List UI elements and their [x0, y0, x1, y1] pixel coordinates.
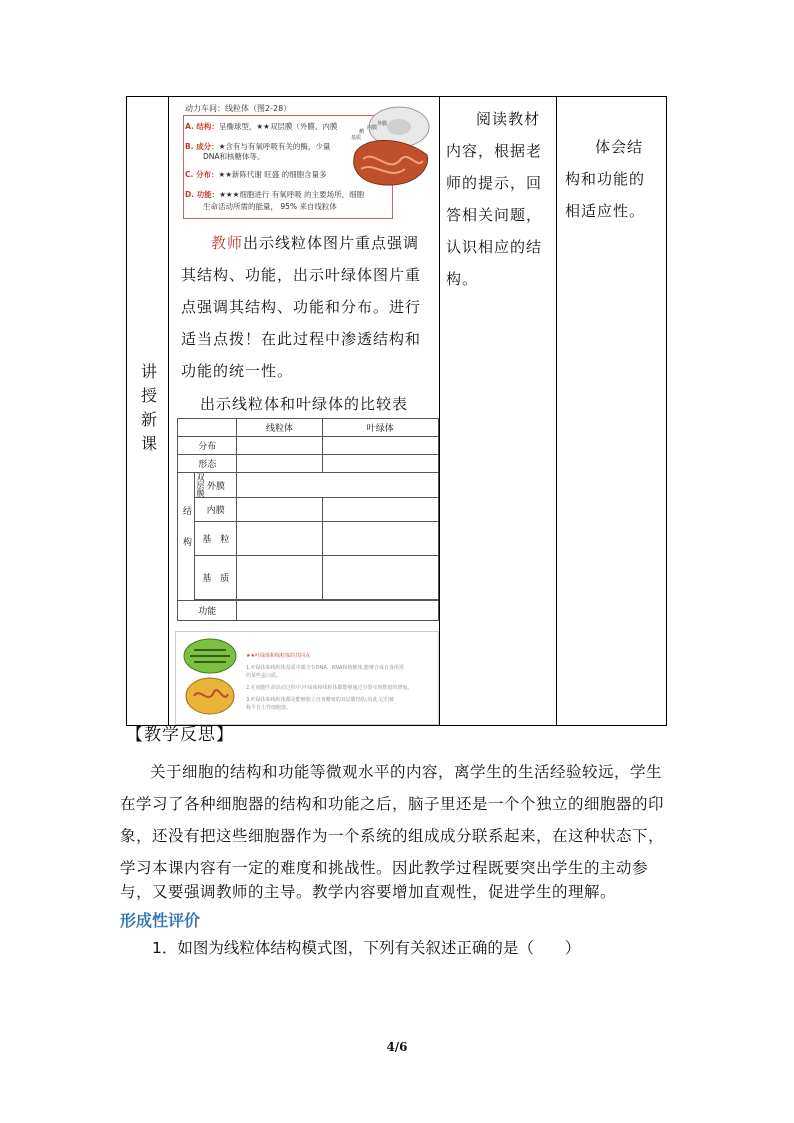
reflection-heading: 【教学反思】 — [126, 725, 234, 745]
header-mitochondria: 线粒体 — [237, 419, 322, 437]
figure-row: A. 结构：呈椭球型，★★双层膜（外膜、内膜 — [185, 122, 338, 131]
figure-row: D. 功能：★★★细胞进行 有氧呼吸 的主要场所，细胞 — [185, 190, 365, 199]
figure2-line: ★★叶绿体和线粒体的共同点 — [246, 653, 310, 659]
svg-text:嵴: 嵴 — [359, 129, 365, 135]
row-grana: 基 粒 — [195, 522, 237, 556]
svg-text:外膜: 外膜 — [377, 121, 388, 127]
reflection-line: 关于细胞的结构和功能等微观水平的内容，离学生的生活经验较远，学生 — [150, 763, 663, 781]
teacher-activity-cell — [169, 97, 440, 726]
row-inner-membrane: 内膜 — [195, 498, 237, 522]
mitochondria-figure — [181, 101, 435, 219]
design-intent-cell — [557, 97, 667, 726]
row-shape: 形态 — [178, 455, 237, 473]
svg-text:基质: 基质 — [351, 135, 362, 141]
figure2-line: 2.在细胞生命活动过程中,叶绿体和线粒体都能够通过分裂实现数量的增加。 — [246, 685, 413, 691]
reflection-line: 与，又要强调教师的主导。教学内容要增加直观性，促进学生的理解。 — [120, 883, 617, 901]
figure-row: C. 分布：★★新陈代谢 旺盛 的细胞含量多 — [185, 170, 327, 179]
student-activity-text: 阅读教材内容，根据老师的提示，回答相关问题，认识相应的结构。 — [446, 110, 543, 288]
reflection-line: 象，还没有把这些细胞器作为一个系统的组成成分联系起来，在这种状态下， — [120, 827, 665, 845]
design-intent-text: 体会结构和功能的相适应性。 — [565, 138, 646, 220]
svg-text:内膜: 内膜 — [367, 125, 378, 131]
stage-label: 讲授新课 — [138, 363, 158, 459]
mitochondrion-illustration — [345, 103, 433, 189]
row-function: 功能 — [178, 601, 237, 621]
figure-row: B. 成分：★含有与有氧呼吸有关的酶，少量 — [185, 142, 331, 151]
reflection-line: 学习本课内容有一定的难度和挑战性。因此教学过程既要突出学生的主动参 — [120, 859, 649, 877]
organelle-illustration — [180, 634, 240, 720]
page-number: 4/6 — [386, 1040, 408, 1054]
row-matrix: 基 质 — [195, 556, 237, 600]
stage-cell — [127, 97, 169, 726]
figure2-line: 的某些蛋白质。 — [246, 673, 282, 679]
teacher-instruction: 教师出示线粒体图片重点强调其结构、功能，出示叶绿体图片重点强调其结构、功能和分布。进行适当点拨！在此过程中渗透结构和功能的统一性。 — [181, 234, 422, 380]
row-double-membrane: 双层膜 外膜 — [195, 473, 237, 498]
row-structure: 结构 — [178, 473, 195, 601]
comparison-caption: 出示线粒体和叶绿体的比较表 — [199, 395, 408, 413]
evaluation-heading: 形成性评价 — [120, 911, 201, 930]
question-1: 1．如图为线粒体结构模式图，下列有关叙述正确的是（ ） — [152, 939, 581, 957]
header-chloroplast: 叶绿体 — [322, 419, 438, 437]
row-distribution: 分布 — [178, 437, 237, 455]
chloroplast-mitochondria-figure — [175, 631, 439, 725]
figure2-line: 称半自主性细胞器。 — [246, 705, 292, 711]
reflection-line: 在学习了各种细胞器的结构和功能之后，脑子里还是一个个独立的细胞器的印 — [120, 795, 665, 813]
lesson-table — [126, 96, 667, 726]
figure-title: 动力车间：线粒体（图2-28） — [185, 104, 292, 113]
figure-row: 生命活动所需的能量， 95% 来自线粒体 — [203, 202, 337, 211]
comparison-table — [177, 418, 439, 621]
figure2-line: 3.叶绿体和线粒体都是能够独立自身繁殖的双层膜结构,因此,它们被 — [246, 697, 394, 703]
figure-row: DNA和核糖体等。 — [203, 152, 265, 161]
figure2-line: 1.叶绿体和线粒体基质中都含有DNA、RNA和核糖体,能够合成自身所需 — [246, 665, 405, 671]
student-activity-cell — [440, 97, 557, 726]
